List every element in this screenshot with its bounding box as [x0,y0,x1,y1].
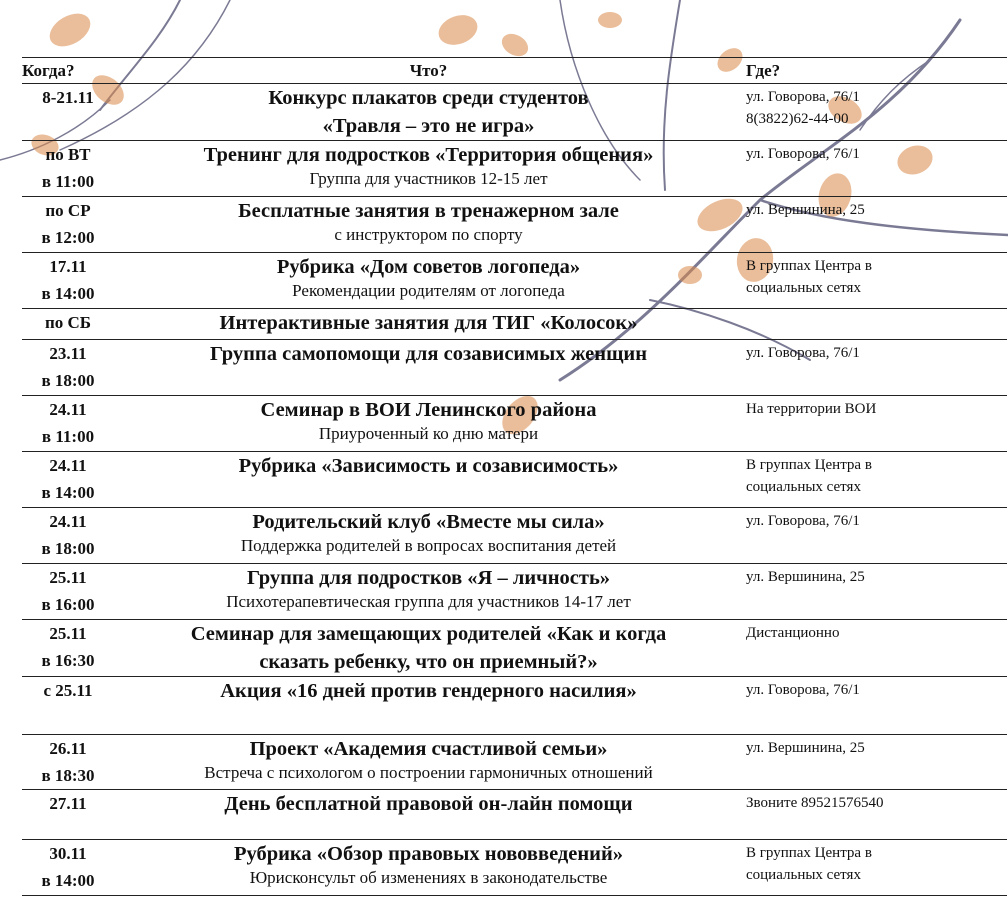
event-subtitle: Юрисконсульт об изменениях в законодательстве [249,868,608,887]
event-when [22,564,114,620]
event-title: Бесплатные занятия в тренажерном зале [238,200,619,222]
event-when [22,197,114,253]
event-title: Группа для подростков «Я – личность» [246,567,611,589]
event-when [22,84,114,141]
event-what [114,253,743,309]
event-title: Родительский клуб «Вместе мы сила» [252,511,605,533]
event-title: Семинар в ВОИ Ленинского района [260,399,597,421]
event-when [22,309,114,340]
event-when-line: 25.11 [49,568,87,587]
event-what [114,840,743,896]
table-row [22,620,1007,677]
table-row [22,677,1007,735]
event-when [22,452,114,508]
event-what [114,309,743,340]
event-when [22,735,114,790]
event-where [743,340,1007,396]
event-when-line: по СР [45,201,91,220]
event-when [22,141,114,197]
event-what [114,84,743,141]
event-when-line: 24.11 [49,456,87,475]
event-subtitle: с инструктором по спорту [334,225,523,244]
event-when-line: в 11:00 [41,427,95,446]
event-where-line: ул. Вершинина, 25 [746,569,865,585]
event-where-line: социальных сетях [746,867,861,883]
event-when [22,840,114,896]
event-where [743,141,1007,197]
event-where-line: ул. Говорова, 76/1 [746,89,860,105]
event-when-line: 30.11 [49,844,87,863]
event-title: Тренинг для подростков «Территория общения» [203,144,654,166]
schedule-rows [22,84,1007,896]
event-where-line: На территории ВОИ [746,401,877,417]
table-row [22,197,1007,253]
event-title: Проект «Академия счастливой семьи» [249,738,608,760]
event-where [743,396,1007,452]
event-subtitle: Рекомендации родителям от логопеда [292,281,565,300]
event-what [114,564,743,620]
event-what [114,508,743,564]
event-where-line: В группах Центра в [746,258,872,274]
event-where-line: В группах Центра в [746,457,872,473]
event-where [743,564,1007,620]
event-what [114,452,743,508]
event-what [114,620,743,677]
event-what [114,396,743,452]
event-where [743,840,1007,896]
table-row [22,790,1007,840]
table-row [22,396,1007,452]
event-when-line: 8-21.11 [42,88,94,107]
event-when-line: 26.11 [49,739,87,758]
event-subtitle: Психотерапевтическая группа для участников 14-17 лет [226,592,631,611]
event-where [743,197,1007,253]
event-where [743,620,1007,677]
event-when [22,677,114,735]
event-when-line: 24.11 [49,512,87,531]
event-when-line: в 18:30 [41,766,95,785]
table-row [22,309,1007,340]
event-when-line: в 12:00 [41,228,95,247]
table-row [22,508,1007,564]
event-subtitle: Поддержка родителей в вопросах воспитания детей [240,536,617,555]
event-when-line: по СБ [44,313,92,332]
event-where-line: ул. Говорова, 76/1 [746,513,860,529]
event-where [743,253,1007,309]
table-row [22,84,1007,141]
event-when-line: 24.11 [49,400,87,419]
event-when-line: 23.11 [49,344,87,363]
event-where-line: ул. Говорова, 76/1 [746,682,860,698]
event-title: Конкурс плакатов среди студентов «Травля – это не игра» [268,87,589,137]
event-when-line: в 11:00 [41,172,95,191]
event-where [743,677,1007,735]
header-when: Когда? [22,58,114,84]
event-what [114,340,743,396]
table-row [22,735,1007,790]
table-row [22,253,1007,309]
event-where-line: социальных сетях [746,280,861,296]
event-when-line: с 25.11 [43,681,93,700]
event-where [743,309,1007,340]
header-where: Где? [743,58,1007,84]
event-when-line: в 18:00 [41,371,95,390]
event-where [743,84,1007,141]
event-what [114,141,743,197]
event-title: Рубрика «Дом советов логопеда» [276,256,581,278]
event-where [743,508,1007,564]
event-where-line: ул. Говорова, 76/1 [746,345,860,361]
event-where [743,735,1007,790]
event-when-line: в 14:00 [41,284,95,303]
event-when-line: в 16:00 [41,595,95,614]
event-when-line: в 14:00 [41,483,95,502]
event-where-line: ул. Вершинина, 25 [746,202,865,218]
table-row [22,564,1007,620]
event-title: Рубрика «Обзор правовых нововведений» [233,843,624,865]
event-when-line: в 14:00 [41,871,95,890]
event-title: Интерактивные занятия для ТИГ «Колосок» [219,312,638,334]
event-what [114,197,743,253]
event-where-line: ул. Говорова, 76/1 [746,146,860,162]
event-when-line: в 16:30 [41,651,95,670]
table-row [22,340,1007,396]
event-when-line: 25.11 [49,624,87,643]
event-title: Группа самопомощи для созависимых женщин [209,343,648,365]
event-where-line: ул. Вершинина, 25 [746,740,865,756]
event-title: Рубрика «Зависимость и созависимость» [238,455,619,477]
header-what: Что? [114,58,743,84]
header-row [22,58,1007,84]
event-where [743,790,1007,840]
event-title: Семинар для замещающих родителей «Как и когда сказать ребенку, что он приемный?» [190,623,667,673]
event-what [114,790,743,840]
event-when-line: 17.11 [49,257,87,276]
event-when [22,508,114,564]
table-row [22,452,1007,508]
event-where-line: В группах Центра в [746,845,872,861]
event-subtitle: Встреча с психологом о построении гармоничных отношений [204,763,653,782]
event-where-line: Дистанционно [746,625,840,641]
event-when [22,253,114,309]
event-where-line: Звоните 89521576540 [746,795,884,811]
event-where [743,452,1007,508]
table-row [22,141,1007,197]
event-when-line: в 18:00 [41,539,95,558]
event-when-line: 27.11 [49,794,87,813]
event-when-line: по ВТ [45,145,91,164]
event-when [22,790,114,840]
event-subtitle: Группа для участников 12-15 лет [309,169,548,188]
schedule-table [22,57,1007,896]
event-when [22,396,114,452]
event-when [22,340,114,396]
event-when [22,620,114,677]
event-what [114,735,743,790]
event-where-line: 8(3822)62-44-00 [746,111,849,127]
event-what [114,677,743,735]
event-title: Акция «16 дней против гендерного насилия» [220,680,637,702]
event-where-line: социальных сетях [746,479,861,495]
event-title: День бесплатной правовой он-лайн помощи [224,793,633,815]
event-subtitle: Приуроченный ко дню матери [318,424,539,443]
table-row [22,840,1007,896]
